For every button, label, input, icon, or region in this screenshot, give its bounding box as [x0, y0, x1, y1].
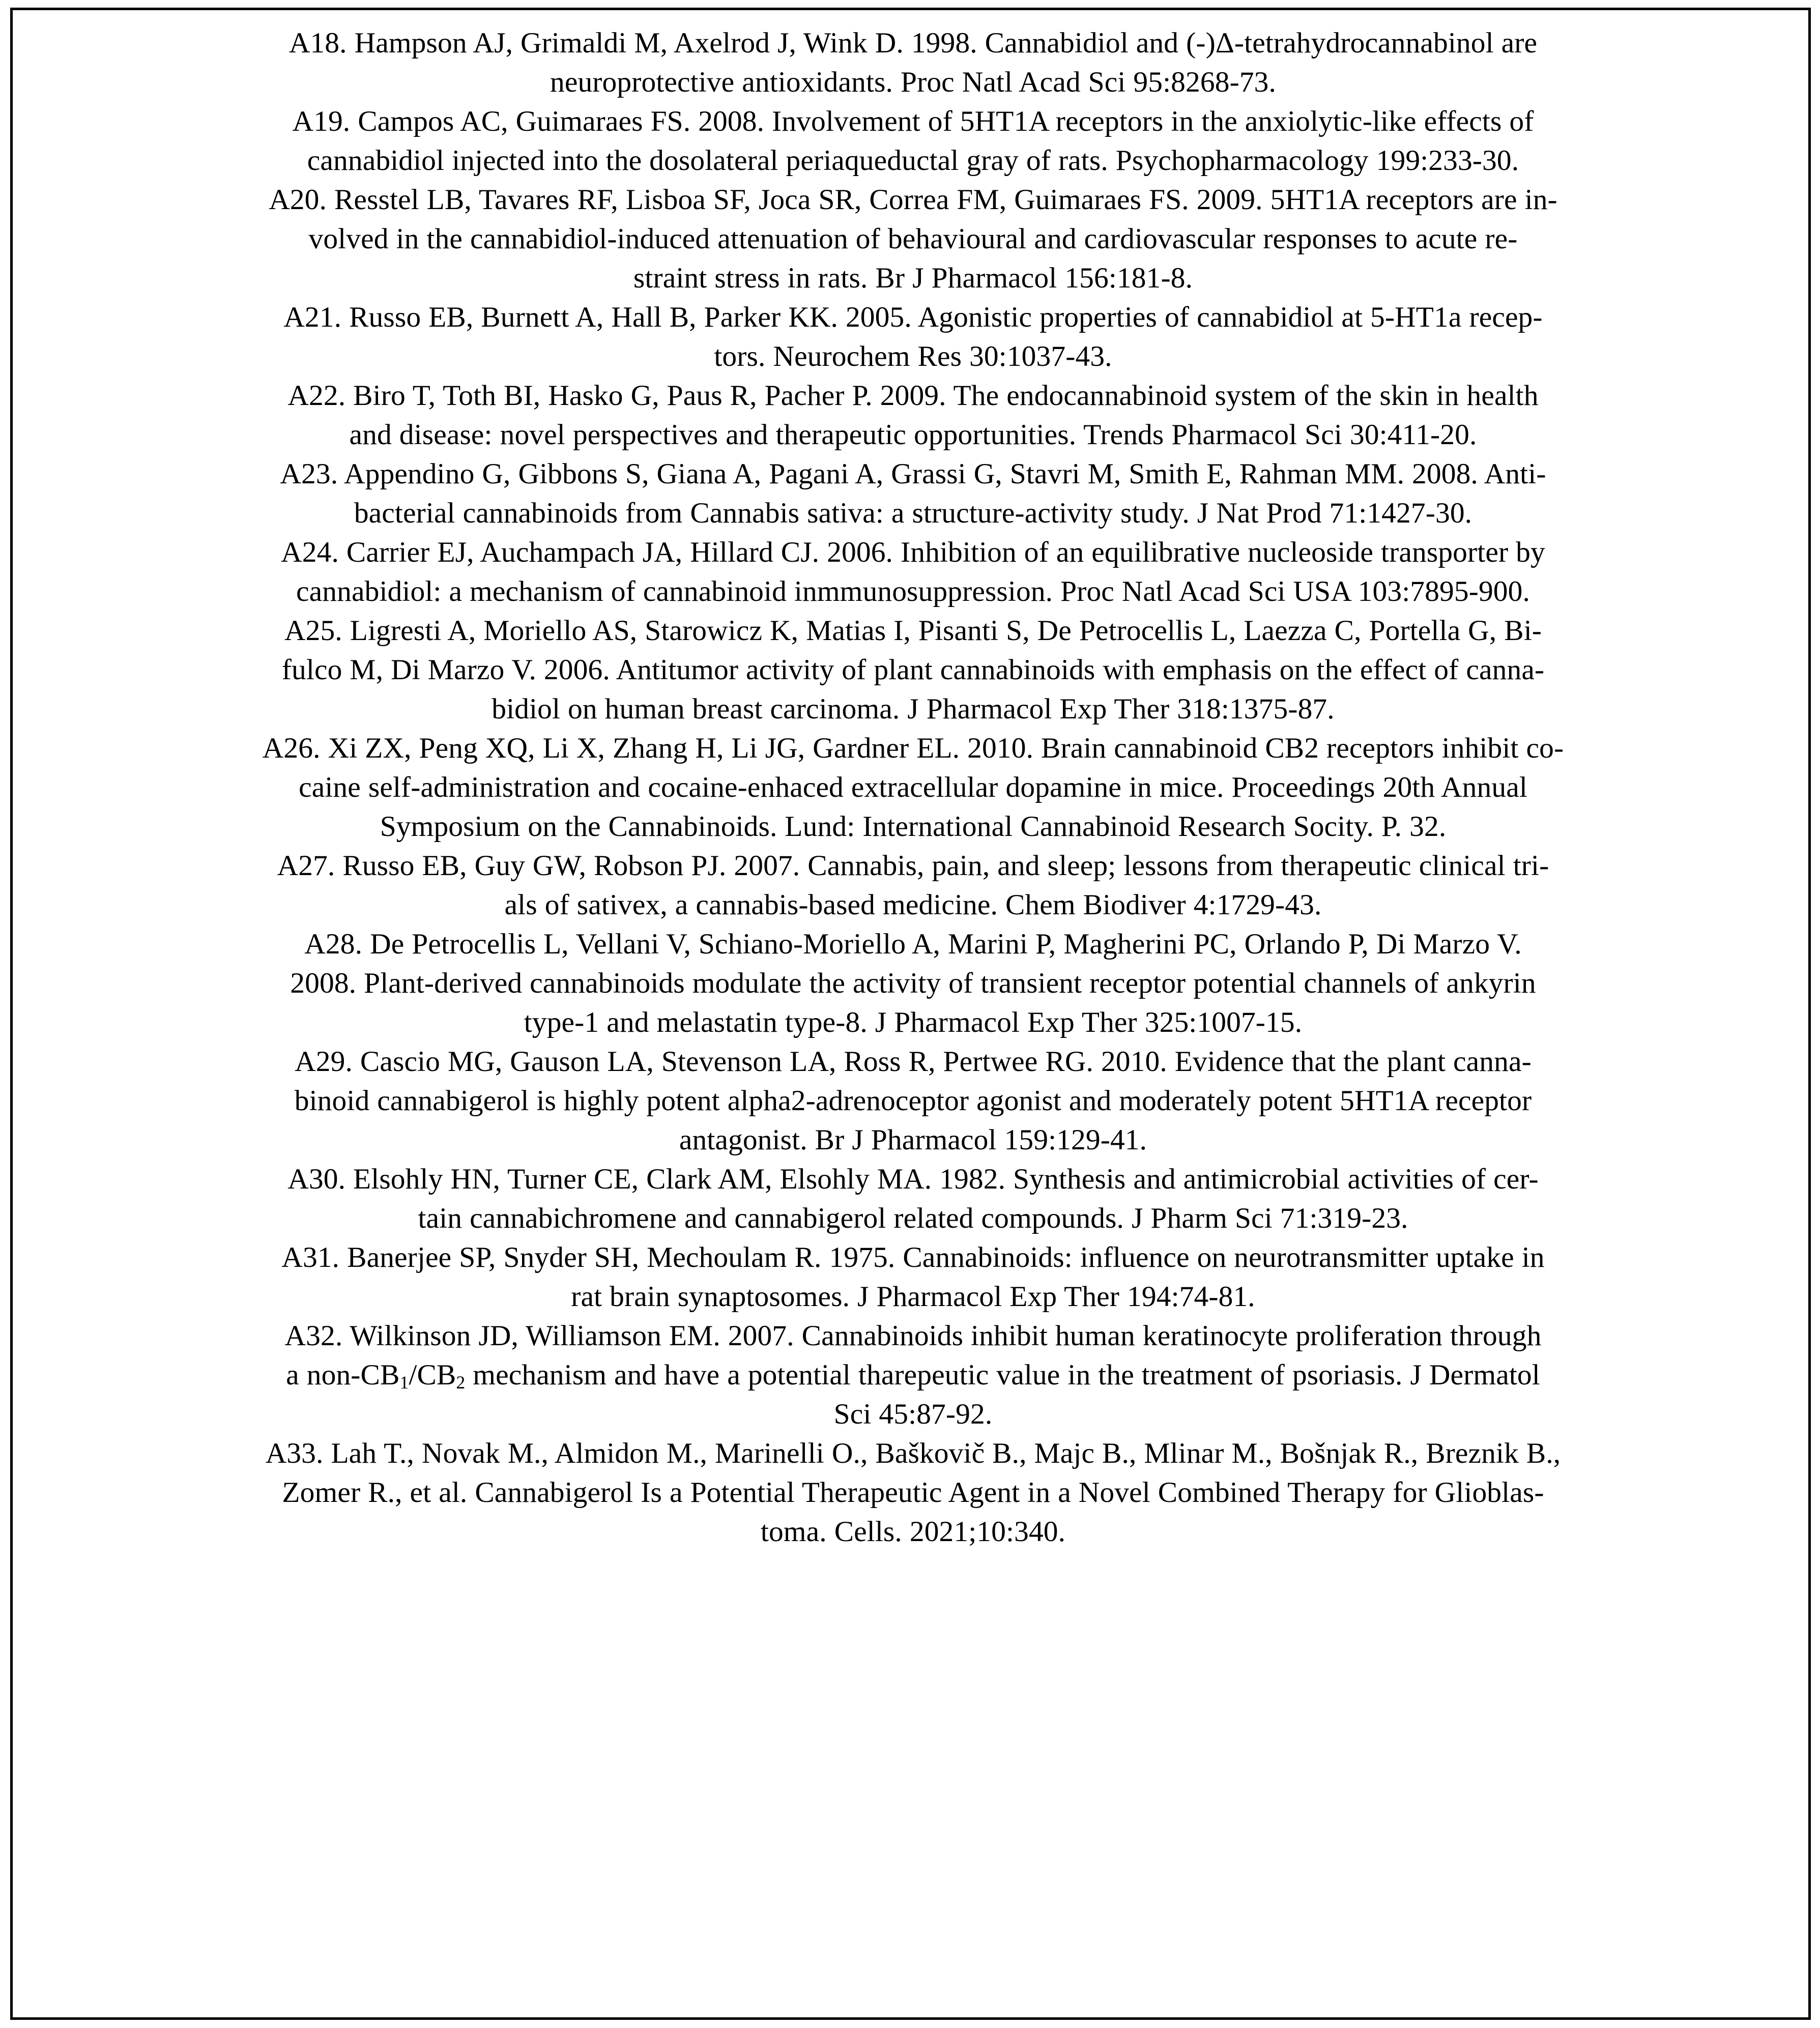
reference-line: bidiol on human breast carcinoma. J Pharmacol Exp Ther 318:1375-87. — [492, 693, 1335, 725]
reference-line: A24. Carrier EJ, Auchampach JA, Hillard CJ. 2006. Inhibition of an equilibrative nucleoside transporter by — [281, 536, 1545, 568]
reference-line: A28. De Petrocellis L, Vellani V, Schiano-Moriello A, Marini P, Magherini PC, Orlando P, Di Marzo V. — [304, 928, 1522, 960]
reference-line: a non-$CB_1/CB_2$ mechanism and have a potential tharepeutic value in the treatment of psoriasis. J Dermatol — [286, 1359, 1540, 1393]
reference-line: A19. Campos AC, Guimaraes FS. 2008. Involvement of 5HT1A receptors in the anxiolytic-like effects of — [292, 105, 1534, 137]
reference-line: A26. Xi ZX, Peng XQ, Li X, Zhang H, Li JG, Gardner EL. 2010. Brain cannabinoid CB2 receptors inhibit co- — [262, 732, 1564, 764]
reference-line: fulco M, Di Marzo V. 2006. Antitumor activity of plant cannabinoids with emphasis on the effect of canna- — [281, 654, 1545, 686]
reference-list — [28, 23, 1798, 1551]
reference-line: A27. Russo EB, Guy GW, Robson PJ. 2007. Cannabis, pain, and sleep; lessons from therapeutic clinical tri- — [277, 850, 1549, 882]
reference-entry — [31, 454, 1795, 533]
reference-line: als of sativex, a cannabis-based medicine. Chem Biodiver 4:1729-43. — [504, 889, 1322, 921]
reference-line: cannabidiol: a mechanism of cannabinoid inmmunosuppression. Proc Natl Acad Sci USA 103:7895-900. — [296, 575, 1530, 607]
reference-line: neuroprotective antioxidants. Proc Natl Acad Sci 95:8268-73. — [550, 66, 1276, 98]
reference-line: tors. Neurochem Res 30:1037-43. — [714, 340, 1112, 372]
reference-line: toma. Cells. 2021;10:340. — [760, 1516, 1066, 1548]
reference-line: bacterial cannabinoids from Cannabis sativa: a structure-activity study. J Nat Prod 71:1427-30. — [354, 497, 1472, 529]
reference-line: A18. Hampson AJ, Grimaldi M, Axelrod J, Wink D. 1998. Cannabidiol and (-)Δ-tetrahydrocannabinol are — [288, 27, 1538, 59]
page-border-frame — [10, 8, 1811, 2020]
reference-line: A33. Lah T., Novak M., Almidon M., Marinelli O., Baškovič B., Majc B., Mlinar M., Bošnjak R., Breznik B., — [265, 1437, 1561, 1469]
reference-entry — [31, 23, 1795, 102]
reference-line: tain cannabichromene and cannabigerol related compounds. J Pharm Sci 71:319-23. — [418, 1202, 1408, 1234]
reference-line: volved in the cannabidiol-induced attenuation of behavioural and cardiovascular responses to acute re- — [308, 223, 1518, 255]
reference-entry — [31, 1238, 1795, 1316]
reference-line: A20. Resstel LB, Tavares RF, Lisboa SF, Joca SR, Correa FM, Guimaraes FS. 2009. 5HT1A receptors are in- — [269, 184, 1557, 216]
reference-line: A21. Russo EB, Burnett A, Hall B, Parker KK. 2005. Agonistic properties of cannabidiol at 5-HT1a recep- — [283, 301, 1543, 333]
reference-line: straint stress in rats. Br J Pharmacol 156:181-8. — [633, 262, 1193, 294]
reference-entry — [31, 376, 1795, 454]
reference-entry — [31, 533, 1795, 611]
reference-entry — [31, 846, 1795, 924]
reference-entry — [31, 180, 1795, 298]
reference-entry — [31, 1160, 1795, 1238]
reference-line: 2008. Plant-derived cannabinoids modulate the activity of transient receptor potential channels of ankyrin — [290, 967, 1536, 999]
reference-line: cannabidiol injected into the dosolateral periaqueductal gray of rats. Psychopharmacology 199:233-30. — [307, 144, 1519, 177]
reference-line: A22. Biro T, Toth BI, Hasko G, Paus R, Pacher P. 2009. The endocannabinoid system of the skin in health — [287, 380, 1539, 412]
reference-line: antagonist. Br J Pharmacol 159:129-41. — [679, 1124, 1147, 1156]
reference-entry — [31, 102, 1795, 180]
reference-line: A32. Wilkinson JD, Williamson EM. 2007. Cannabinoids inhibit human keratinocyte proliferation through — [284, 1320, 1542, 1352]
reference-line: Sci 45:87-92. — [833, 1398, 993, 1430]
reference-line: and disease: novel perspectives and therapeutic opportunities. Trends Pharmacol Sci 30:411-20. — [349, 419, 1477, 451]
reference-entry — [31, 729, 1795, 846]
reference-line: rat brain synaptosomes. J Pharmacol Exp Ther 194:74-81. — [571, 1281, 1255, 1313]
reference-line: binoid cannabigerol is highly potent alpha2-adrenoceptor agonist and moderately potent 5HT1A receptor — [294, 1085, 1532, 1117]
reference-entry — [31, 924, 1795, 1042]
reference-entry — [31, 298, 1795, 376]
reference-line: A23. Appendino G, Gibbons S, Giana A, Pagani A, Grassi G, Stavri M, Smith E, Rahman MM. 2008. Anti- — [280, 458, 1546, 490]
reference-line: A29. Cascio MG, Gauson LA, Stevenson LA, Ross R, Pertwee RG. 2010. Evidence that the plant canna- — [295, 1046, 1532, 1078]
reference-line: A30. Elsohly HN, Turner CE, Clark AM, Elsohly MA. 1982. Synthesis and antimicrobial activities of cer- — [287, 1163, 1539, 1195]
reference-line: A31. Banerjee SP, Snyder SH, Mechoulam R. 1975. Cannabinoids: influence on neurotransmitter uptake in — [281, 1241, 1545, 1273]
reference-line: Symposium on the Cannabinoids. Lund: International Cannabinoid Research Socity. P. 32. — [380, 810, 1447, 843]
reference-line: type-1 and melastatin type-8. J Pharmacol Exp Ther 325:1007-15. — [524, 1006, 1303, 1038]
reference-line: Zomer R., et al. Cannabigerol Is a Potential Therapeutic Agent in a Novel Combined Therapy for Glioblas- — [282, 1476, 1544, 1509]
reference-entry — [31, 1434, 1795, 1551]
reference-line: caine self-administration and cocaine-enhaced extracellular dopamine in mice. Proceedings 20th Annual — [299, 771, 1527, 803]
reference-line: A25. Ligresti A, Moriello AS, Starowicz K, Matias I, Pisanti S, De Petrocellis L, Laezza C, Portella G, Bi- — [284, 615, 1542, 647]
reference-entry — [31, 611, 1795, 729]
reference-entry — [31, 1316, 1795, 1434]
reference-entry — [31, 1042, 1795, 1160]
